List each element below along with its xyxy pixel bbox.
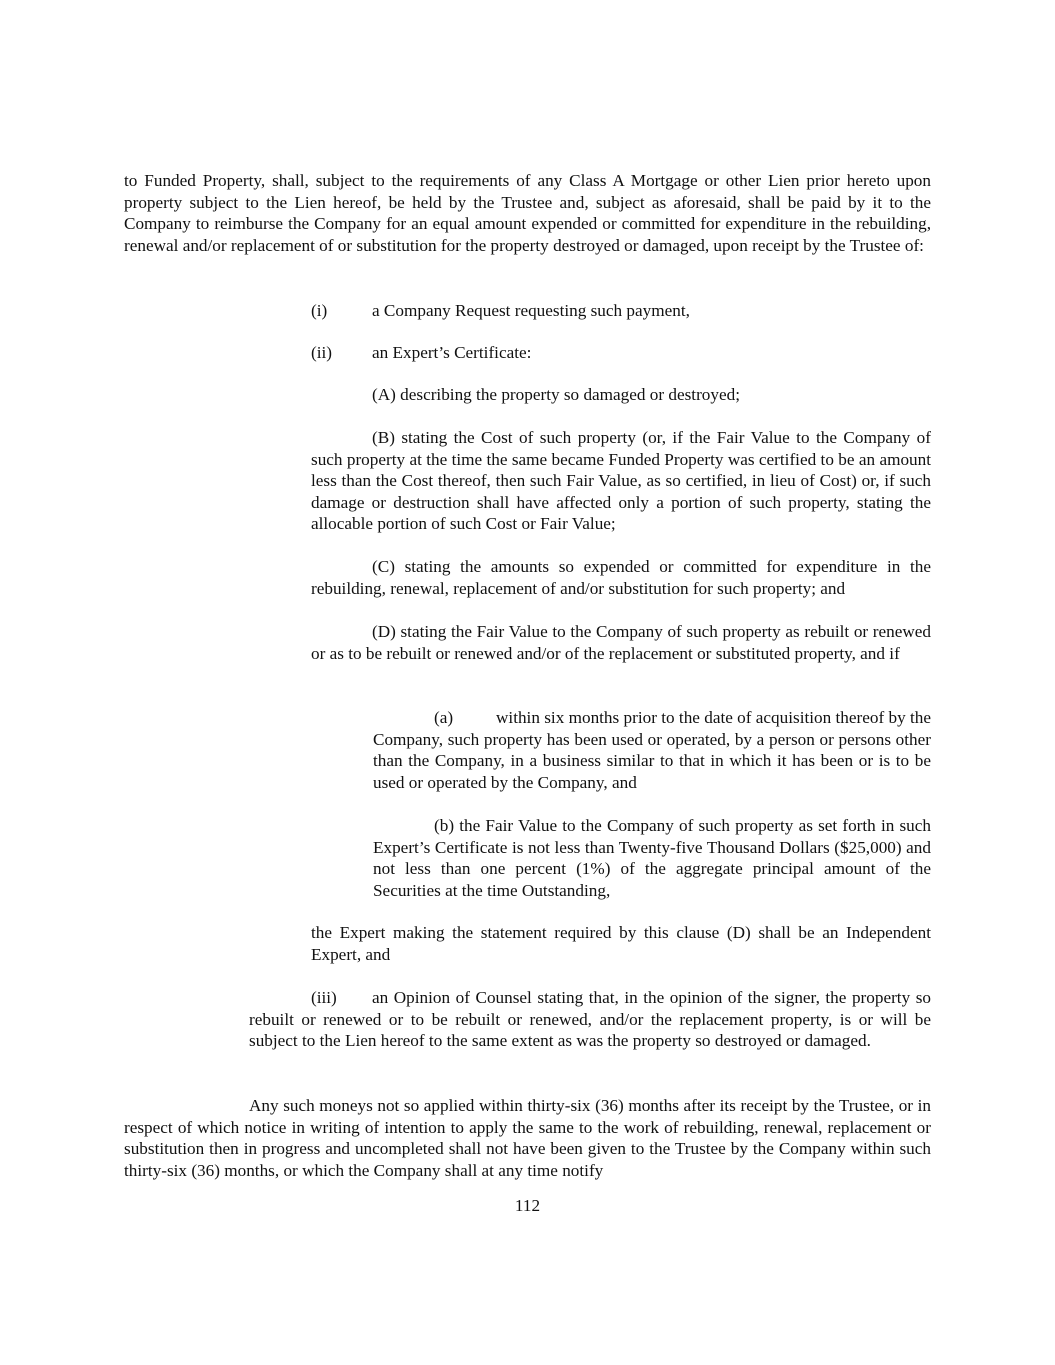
clause-d-trailer: the Expert making the statement required by this clause (D) shall be an Independent Expert, and (311, 923, 931, 964)
item-iii (249, 987, 931, 1052)
item-iii-label: (iii) (311, 988, 337, 1007)
subclause-a-text: within six months prior to the date of acquisition thereof by the Company, such property has been used or operated, by a person or persons other than the Company, in a business similar to that in which it has been or is to be used or operated by the Company, and (373, 708, 931, 792)
clause-a: (A) describing the property so damaged or destroyed; (372, 385, 740, 404)
intro-paragraph: to Funded Property, shall, subject to the requirements of any Class A Mortgage or other Lien prior hereto upon property subject to the Lien hereof, be held by the Trustee and, subject as aforesaid, shall be paid by it to the Company to reimburse the Company for an equal amount expended or committed for expenditure in the rebuilding, renewal and/or replacement of or substitution for the property destroyed or damaged, upon receipt by the Trustee of: (124, 171, 931, 255)
item-ii (311, 342, 531, 364)
clause-d: (D) stating the Fair Value to the Company of such property as rebuilt or renewed or as to be rebuilt or renewed and/or of the replacement or substituted property, and if (311, 622, 931, 663)
item-iii-text: an Opinion of Counsel stating that, in the opinion of the signer, the property so rebuilt or renewed or to be rebuilt or renewed, and/or the replacement property, is or will be subject to the Lien hereof to the same extent as was the property so destroyed or damaged. (249, 988, 931, 1051)
item-i-label: (i) (311, 301, 328, 320)
item-ii-label: (ii) (311, 343, 332, 362)
subclause-a (373, 707, 931, 793)
item-i-text: a Company Request requesting such payment, (372, 301, 690, 320)
subclause-a-label: (a) (434, 708, 454, 727)
closing-paragraph: Any such moneys not so applied within thirty-six (36) months after its receipt by the Trustee, or in respect of which notice in writing of intention to apply the same to the work of rebuilding, renewal, replacement or substitution then in progress and uncompleted shall not have been given to the Trustee by the Company within such thirty-six (36) months, or which the Company shall at any time notify (124, 1096, 931, 1180)
item-i (311, 300, 690, 322)
clause-b: (B) stating the Cost of such property (or, if the Fair Value to the Company of such property at the time the same became Funded Property was certified to be an amount less than the Cost thereof, then such Fair Value, as so certified, in lieu of Cost) or, if such damage or destruction shall have affected only a portion of such property, stating the allocable portion of such Cost or Fair Value; (311, 428, 931, 534)
subclause-b: (b) the Fair Value to the Company of such property as set forth in such Expert’s Certificate is not less than Twenty-five Thousand Dollars ($25,000) and not less than one percent (1%) of the aggregate principal amount of the Securities at the time Outstanding, (373, 816, 931, 900)
page-number: 112 (514, 1196, 541, 1215)
item-ii-text: an Expert’s Certificate: (372, 343, 532, 362)
clause-c: (C) stating the amounts so expended or committed for expenditure in the rebuilding, renewal, replacement of and/or substitution for such property; and (311, 557, 931, 598)
